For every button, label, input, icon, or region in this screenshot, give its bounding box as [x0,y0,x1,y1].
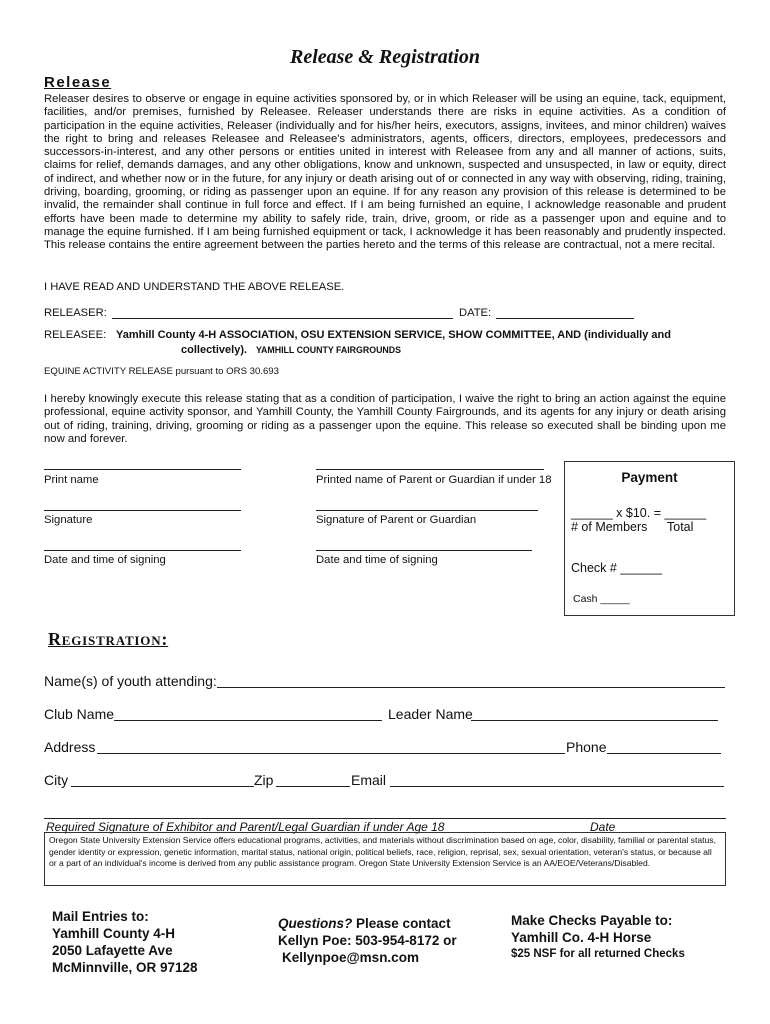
knowingly-statement: I hereby knowingly execute this release stating that as a condition of participation, I waive the right to bring an action against the equine professional, equine activity sponsor, and Yamhill County, the Yamhill County Fairgrounds, and its agents for any injury or death arising out of riding, training, driving, grooming or riding as a passenger upon the equine. This release so executed shall be binding upon me now and forever. [44,393,726,445]
payment-formula[interactable]: ______ x $10. = ______ [571,506,707,520]
releasee-collectively: collectively). [181,344,248,356]
questions-block [278,915,457,966]
mail-line-3: 2050 Lafayette Ave [52,943,173,958]
checks-line-2: Yamhill Co. 4-H Horse [511,930,652,945]
leader-name-label: Leader Name [388,706,473,722]
signature-label: Signature [44,514,93,526]
mail-entries-block [52,908,198,976]
parent-printed-line[interactable] [316,469,544,470]
club-name-label: Club Name [44,706,115,722]
youth-label: Name(s) of youth attending: [44,673,217,689]
cash-field[interactable]: Cash _____ [573,593,630,605]
releaser-signature-line[interactable] [112,318,453,319]
contact-email: Kellynpoe@msn.com [282,950,419,965]
address-label: Address [44,739,96,755]
contact-phone: Kellyn Poe: 503-954-8172 or [278,933,457,948]
questions-label: Questions? [278,916,353,931]
payment-heading: Payment [621,470,678,485]
email-label: Email [351,772,387,788]
mail-line-2: Yamhill County 4-H [52,926,176,941]
questions-contact: Please contact [352,916,451,931]
zip-label: Zip [254,772,274,788]
parent-date-time-label: Date and time of signing [316,554,438,566]
payment-box [564,461,735,616]
registration-heading: Registration: [48,629,169,649]
parent-signature-label: Signature of Parent or Guardian [316,514,477,526]
release-heading: Release [44,74,112,91]
checks-payable-block [511,912,685,963]
release-date-label: DATE: [459,307,492,319]
members-label: # of Members [571,520,648,534]
parent-signature-line[interactable] [316,510,538,511]
parent-date-time-line[interactable] [316,550,532,551]
registration-date-label: Date [590,820,616,834]
email-line[interactable] [390,786,724,787]
leader-name-line[interactable] [471,720,718,721]
city-label: City [44,772,69,788]
phone-line[interactable] [607,753,721,754]
ors-label: EQUINE ACTIVITY RELEASE pursuant to ORS 30.693 [44,366,279,377]
address-line[interactable] [97,753,565,754]
page-title: Release & Registration [290,46,480,68]
check-number-field[interactable]: Check # ______ [571,561,663,575]
date-time-line[interactable] [44,550,241,551]
release-body: Releaser desires to observe or engage in equine activities sponsored by, or in which Releaser will be using an equine, tack, equipment, facilities, and/or premises, furnished by Releasee. Releaser understands there are risks in equine activities. As a condition of participation in the equine activities, Releaser (individually and for his/her heirs, executors, assigns, invitees, and minor children) waives the right to bring and releases Releasee and Releasee's administrators, agents, officers, directors, employees, predecessors and successors-in-interest, and any other persons or entities united in interest with Releasee from any and all manner of actions, suits, claims for relief, demands damages, and any other obligations, know and unknown, suspected and unsuspected, in law or equity, direct of indirect, and whether now or in the future, for any injury or death arising out of or connected in any way with observing, riding, training, driving, boarding, grooming, or riding as passenger upon an equine. If for any reason any provision of this release is determined to be invalid, the remainder shall continue in full force and effect. If I am being furnished an equine, I acknowledge reasonable and prudent efforts have been made to determine my ability to safely ride, train, drive, groom, or ride as a passenger upon and equine and to manage the equine furnished. If I am being furnished equipment or tack, I acknowledge it has been reasonably and prudently inspected. This release contains the entire agreement between the parties hereto and the terms of this release are contractual, not a mere recital. [44,93,726,252]
zip-line[interactable] [276,786,350,787]
mail-line-1: Mail Entries to: [52,909,149,924]
nsf-notice: $25 NSF for all returned Checks [511,948,685,960]
checks-line-1: Make Checks Payable to: [511,913,673,928]
parent-printed-label: Printed name of Parent or Guardian if under 18 [316,474,552,486]
signature-line[interactable] [44,510,241,511]
phone-label: Phone [566,739,607,755]
club-name-line[interactable] [114,720,382,721]
required-signature-label: Required Signature of Exhibitor and Parent/Legal Guardian if under Age 18 [46,820,445,834]
releasee-names: Yamhill County 4-H ASSOCIATION, OSU EXTENSION SERVICE, SHOW COMMITTEE, AND (individually and [116,329,671,341]
mail-line-4: McMinnville, OR 97128 [52,960,198,975]
release-date-line[interactable] [496,318,634,319]
releasee-fairgrounds: YAMHILL COUNTY FAIRGROUNDS [256,345,401,355]
city-line[interactable] [71,786,254,787]
acknowledge-statement: I HAVE READ AND UNDERSTAND THE ABOVE RELEASE. [44,281,345,293]
total-label: Total [667,520,694,534]
youth-names-line[interactable] [217,687,725,688]
eoe-statement: Oregon State University Extension Service offers educational programs, activities, and materials without discrimination based on age, color, disability, familial or parental status, gender identity or expression, genetic information, marital status, national origin, political beliefs, race, religion, reprisal, sex, sexual orientation, veteran's status, or because all or a part of an individual's income is derived from any public assistance program. Oregon State University Extension Service is an AA/EOE/Veterans/Disabled. [44,832,726,886]
print-name-line[interactable] [44,469,241,470]
print-name-label: Print name [44,474,99,486]
releaser-label: RELEASER: [44,307,107,319]
releasee-label: RELEASEE: [44,329,107,341]
date-time-label: Date and time of signing [44,554,166,566]
required-signature-line[interactable] [44,818,726,819]
